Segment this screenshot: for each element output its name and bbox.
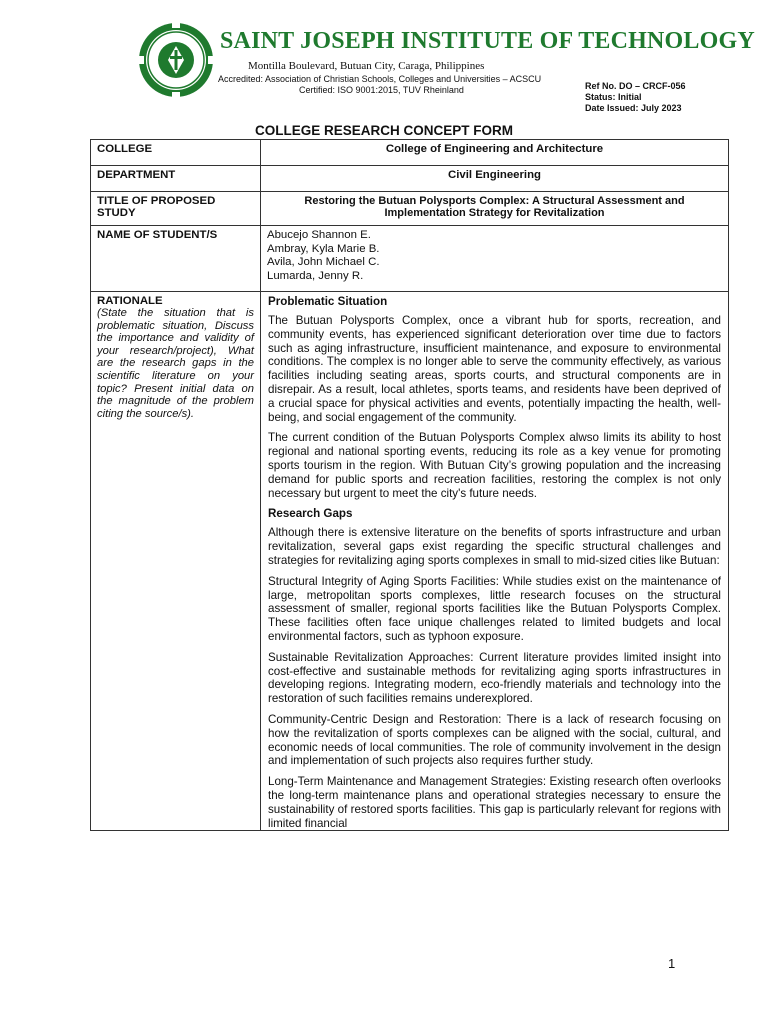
research-concept-table: [90, 139, 729, 831]
department-value: Civil Engineering: [261, 166, 729, 192]
problem-paragraph: The current condition of the Butuan Polysports Complex alwso limits its ability to host regional and national sporting events, reducing its role as a key venue for promoting sports tourism in the region. With Butuan City’s growing population and the increasing demand for public sports and recreation facilities, restoring the complex is not only necessary but urgent to meet the city's future needs.: [268, 431, 721, 500]
rationale-cell: [91, 292, 261, 831]
gap-paragraph: Community-Centric Design and Restoration: There is a lack of research focusing on how the revitalization of sports complexes can be aligned with the social, cultural, and economic needs of local communities. The role of community involvement in the design and implementation of such projects also requires further study.: [268, 712, 721, 768]
document-header: [0, 0, 768, 120]
page-number: 1: [668, 956, 676, 971]
form-title: COLLEGE RESEARCH CONCEPT FORM: [254, 123, 513, 138]
status-text: Status: Initial: [585, 92, 642, 102]
ref-number: Ref No. DO – CRCF-056: [585, 81, 686, 91]
title-value: Restoring the Butuan Polysports Complex: A Structural Assessment and Implementation Strategy for Revitalization: [261, 192, 729, 226]
gaps-heading: Research Gaps: [268, 507, 353, 521]
school-seal-logo: [138, 22, 214, 98]
school-address: Montilla Boulevard, Butuan City, Caraga, Philippines: [248, 60, 485, 72]
table-row-college: [91, 140, 729, 166]
problem-paragraph: The Butuan Polysports Complex, once a vibrant hub for sports, recreation, and community events, has experienced significant deterioration over time due to factors such as aging infrastructure, insufficient maintenance, and exposure to environmental conditions. The complex is no longer able to serve the community effectively, as various facilities including seating areas, sports courts, and structural components are in disrepair. As a result, local athletes, sports teams, and residents have been deprived of a crucial space for physical activities and events, potentially impacting the health, well-being, and social engagement of the community.: [268, 314, 721, 424]
table-row-rationale: [91, 292, 729, 831]
students-list: [261, 226, 729, 292]
rationale-content: [261, 292, 729, 831]
school-name: SAINT JOSEPH INSTITUTE OF TECHNOLOGY: [220, 28, 755, 54]
gap-paragraph: Structural Integrity of Aging Sports Facilities: While studies exist on the maintenance of large, metropolitan sports complexes, little research focuses on the structural assessment of smaller, regional sports facilities like the Butuan Polysports Complex. These facilities often face unique challenges related to limited budgets and local environmental factors, such as typhoon exposure.: [268, 574, 721, 643]
student-name: Lumarda, Jenny R.: [267, 269, 364, 282]
document-reference: [585, 81, 686, 114]
gap-paragraph: Sustainable Revitalization Approaches: Current literature provides limited insight into cost-effective and sustainable methods for revitalizing aging sports infrastructures in developing regions. Integrating modern, eco-friendly materials and technology into the restoration of such facilities remains underexplored.: [268, 650, 721, 706]
rationale-label: RATIONALE: [97, 295, 163, 307]
department-label: DEPARTMENT: [91, 166, 261, 192]
rationale-instructions: (State the situation that is problematic situation, Discuss the importance and validity of your research/project), What are the research gaps in the scientific literature on your topic? Present initial data on the magnitude of the problem citing the source/s).: [97, 307, 254, 420]
gap-paragraph: Long-Term Maintenance and Management Strategies: Existing research often overlooks the long-term maintenance plans and operational strategies necessary to ensure the sustainability of restored sports facilities. This gap is particularly relevant for regions with limited financial: [268, 775, 721, 830]
college-label: COLLEGE: [91, 140, 261, 166]
problem-heading: Problematic Situation: [268, 295, 388, 308]
student-name: Ambray, Kyla Marie B.: [267, 242, 380, 255]
table-row-title: [91, 192, 729, 226]
title-label: TITLE OF PROPOSED STUDY: [91, 192, 261, 226]
table-row-department: [91, 166, 729, 192]
gap-paragraph: Although there is extensive literature on the benefits of sports infrastructure and urban revitalization, several gaps exist regarding the specific structural challenges and strategies for revitalizing aging sports complexes in small to mid-sized cities like Butuan:: [268, 526, 721, 567]
student-name: Abucejo Shannon E.: [267, 229, 371, 241]
certification-line: Certified: ISO 9001:2015, TUV Rheinland: [299, 85, 464, 95]
students-label: NAME OF STUDENT/S: [91, 226, 261, 292]
student-name: Avila, John Michael C.: [267, 256, 380, 268]
date-issued: Date Issued: July 2023: [585, 103, 682, 113]
college-value: College of Engineering and Architecture: [261, 140, 729, 166]
table-row-students: [91, 226, 729, 292]
accreditation-line: Accredited: Association of Christian Schools, Colleges and Universities – ACSCU: [218, 74, 542, 84]
